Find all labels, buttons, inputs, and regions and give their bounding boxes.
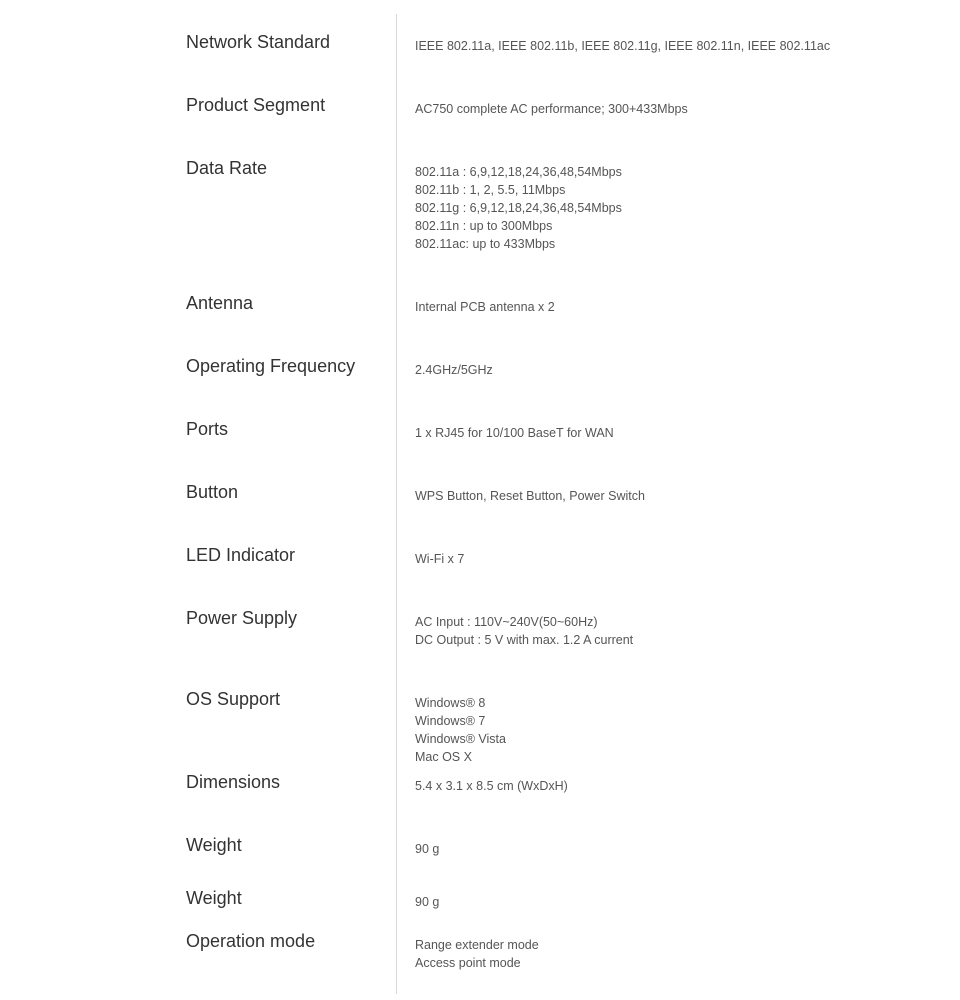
spec-label: LED Indicator [186,545,296,565]
spec-label: Data Rate [186,158,268,178]
spec-values [415,777,568,795]
spec-value: 5.4 x 3.1 x 8.5 cm (WxDxH) [415,779,568,793]
spec-label: Operation mode [186,931,316,951]
spec-label: Operating Frequency [186,356,356,376]
spec-label: Power Supply [186,608,298,628]
spec-value: AC Input : 110V~240V(50~60Hz) [415,615,598,629]
spec-value: Access point mode [415,956,521,970]
spec-value: WPS Button, Reset Button, Power Switch [415,489,645,503]
spec-values [415,613,633,649]
spec-label: OS Support [186,689,281,709]
spec-value: Wi-Fi x 7 [415,552,465,566]
spec-label: Product Segment [186,95,326,115]
spec-value: 802.11g : 6,9,12,18,24,36,48,54Mbps [415,201,622,215]
spec-values [415,893,439,911]
spec-values [415,298,555,316]
spec-values [415,694,506,766]
spec-value: IEEE 802.11a, IEEE 802.11b, IEEE 802.11g, IEEE 802.11n, IEEE 802.11ac [415,39,831,53]
spec-value: Range extender mode [415,938,539,952]
spec-value: Mac OS X [415,750,472,764]
spec-values [415,550,464,568]
spec-label: Dimensions [186,772,281,792]
column-divider [396,14,397,994]
spec-value: Windows® 7 [415,714,486,728]
spec-values [415,424,614,442]
spec-values [415,163,622,253]
spec-value: 90 g [415,895,440,909]
spec-value: DC Output : 5 V with max. 1.2 A current [415,633,634,647]
spec-values [415,840,439,858]
spec-value: 1 x RJ45 for 10/100 BaseT for WAN [415,426,614,440]
spec-value: Internal PCB antenna x 2 [415,300,555,314]
spec-label: Network Standard [186,32,331,52]
spec-value: AC750 complete AC performance; 300+433Mbps [415,102,688,116]
spec-value: 2.4GHz/5GHz [415,363,493,377]
spec-value: 802.11n : up to 300Mbps [415,219,553,233]
spec-label: Weight [186,888,242,908]
spec-value: 802.11a : 6,9,12,18,24,36,48,54Mbps [415,165,622,179]
spec-values [415,361,493,379]
spec-label: Button [186,482,239,502]
spec-values [415,487,645,505]
spec-label: Ports [186,419,229,439]
spec-value: 802.11ac: up to 433Mbps [415,237,556,251]
spec-values [415,936,539,972]
spec-values [415,37,830,55]
spec-value: 90 g [415,842,440,856]
spec-values [415,100,688,118]
spec-value: Windows® 8 [415,696,486,710]
spec-label: Weight [186,835,242,855]
spec-label: Antenna [186,293,254,313]
spec-value: Windows® Vista [415,732,506,746]
spec-value: 802.11b : 1, 2, 5.5, 11Mbps [415,183,566,197]
